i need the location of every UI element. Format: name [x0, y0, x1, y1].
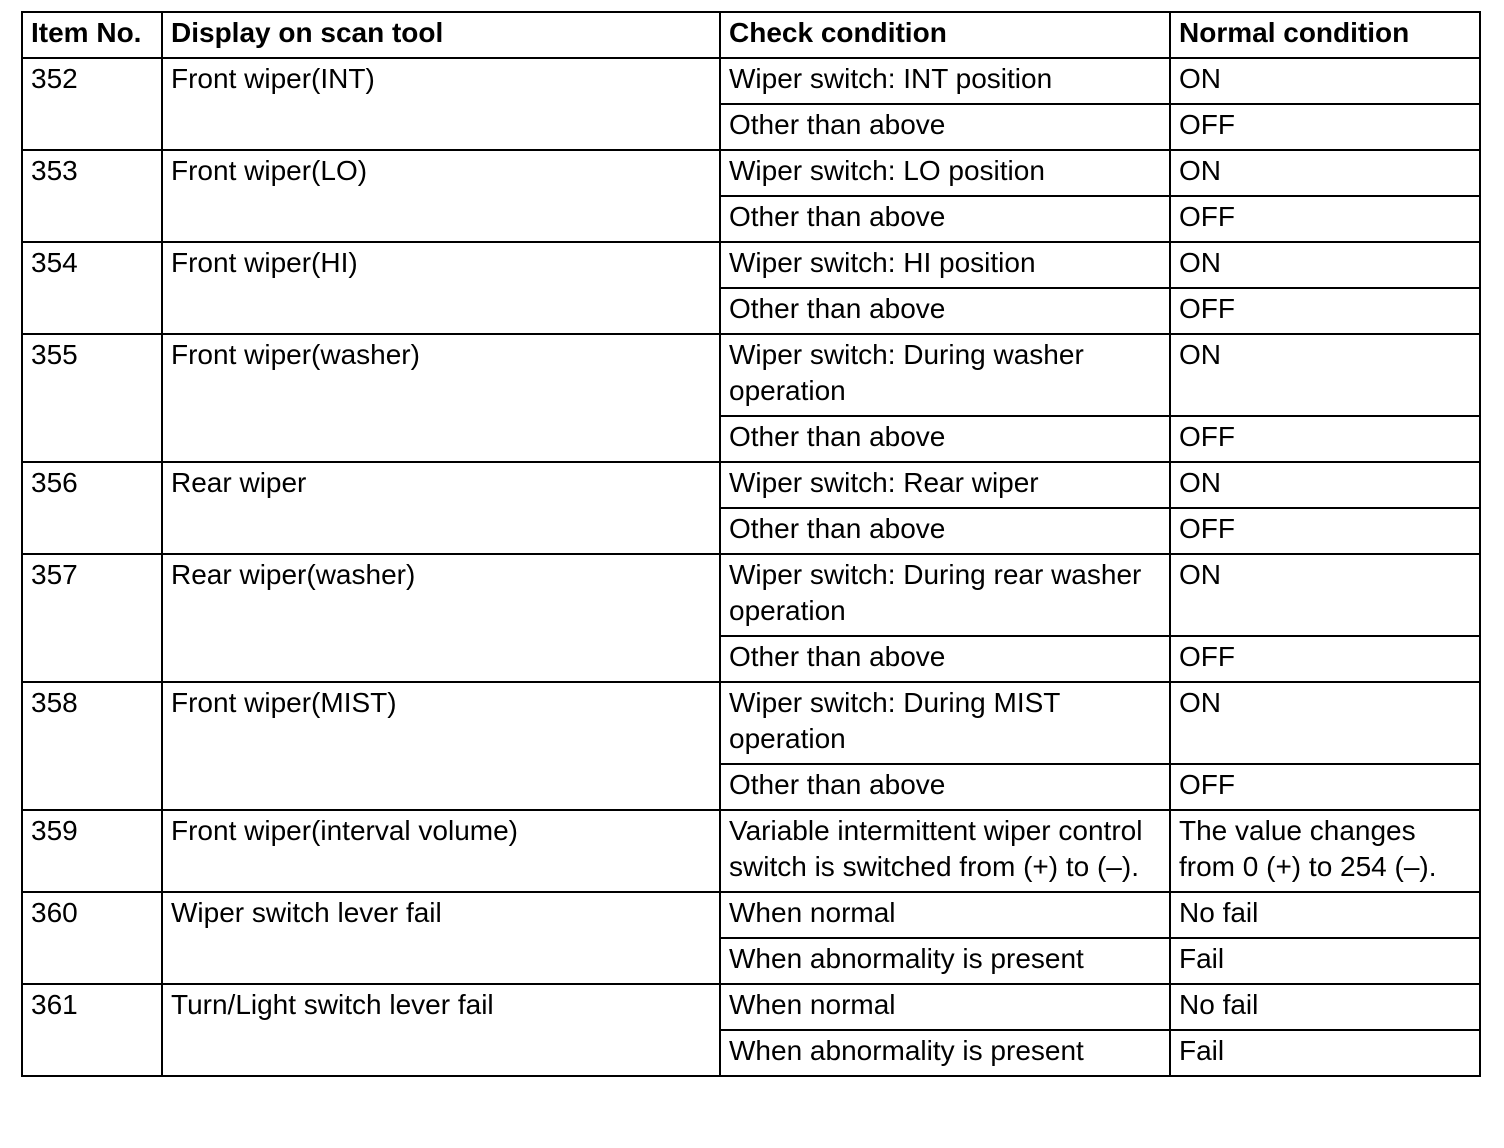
display-name: Front wiper(interval volume) — [162, 810, 720, 892]
check-condition: Wiper switch: Rear wiper — [720, 462, 1170, 508]
check-condition: Other than above — [720, 636, 1170, 682]
item-number: 359 — [22, 810, 162, 892]
item-number: 358 — [22, 682, 162, 810]
check-condition: Wiper switch: During MIST operation — [720, 682, 1170, 764]
item-number: 361 — [22, 984, 162, 1076]
check-condition: When normal — [720, 892, 1170, 938]
normal-condition: OFF — [1170, 764, 1480, 810]
check-condition: Other than above — [720, 764, 1170, 810]
display-name: Front wiper(LO) — [162, 150, 720, 242]
normal-condition: OFF — [1170, 104, 1480, 150]
normal-condition: OFF — [1170, 416, 1480, 462]
normal-condition: ON — [1170, 682, 1480, 764]
table-row — [22, 58, 1480, 104]
normal-condition: No fail — [1170, 984, 1480, 1030]
check-condition: Wiper switch: HI position — [720, 242, 1170, 288]
check-condition: Other than above — [720, 288, 1170, 334]
check-condition: Wiper switch: INT position — [720, 58, 1170, 104]
header-display: Display on scan tool — [162, 12, 720, 58]
normal-condition: OFF — [1170, 288, 1480, 334]
item-number: 355 — [22, 334, 162, 462]
item-number: 360 — [22, 892, 162, 984]
item-number: 354 — [22, 242, 162, 334]
table-row — [22, 462, 1480, 508]
item-number: 357 — [22, 554, 162, 682]
item-number: 352 — [22, 58, 162, 150]
normal-condition: ON — [1170, 150, 1480, 196]
header-check-condition: Check condition — [720, 12, 1170, 58]
table-row — [22, 334, 1480, 416]
normal-condition: ON — [1170, 554, 1480, 636]
table-row — [22, 242, 1480, 288]
item-number: 353 — [22, 150, 162, 242]
normal-condition: OFF — [1170, 636, 1480, 682]
check-condition: When abnormality is present — [720, 1030, 1170, 1076]
check-condition: Other than above — [720, 104, 1170, 150]
table-header-row — [22, 12, 1480, 58]
normal-condition: No fail — [1170, 892, 1480, 938]
display-name: Front wiper(INT) — [162, 58, 720, 150]
check-condition: When abnormality is present — [720, 938, 1170, 984]
normal-condition: ON — [1170, 334, 1480, 416]
check-condition: Other than above — [720, 196, 1170, 242]
normal-condition: ON — [1170, 462, 1480, 508]
display-name: Front wiper(HI) — [162, 242, 720, 334]
display-name: Rear wiper(washer) — [162, 554, 720, 682]
display-name: Front wiper(washer) — [162, 334, 720, 462]
check-condition: Wiper switch: During washer operation — [720, 334, 1170, 416]
display-name: Wiper switch lever fail — [162, 892, 720, 984]
display-name: Rear wiper — [162, 462, 720, 554]
normal-condition: Fail — [1170, 938, 1480, 984]
normal-condition: OFF — [1170, 508, 1480, 554]
display-name: Turn/Light switch lever fail — [162, 984, 720, 1076]
normal-condition: ON — [1170, 58, 1480, 104]
table-row — [22, 682, 1480, 764]
normal-condition: ON — [1170, 242, 1480, 288]
table-row — [22, 554, 1480, 636]
item-number: 356 — [22, 462, 162, 554]
normal-condition: Fail — [1170, 1030, 1480, 1076]
scan-tool-data-table — [21, 11, 1481, 1077]
normal-condition: OFF — [1170, 196, 1480, 242]
table-row — [22, 810, 1480, 892]
header-item-no: Item No. — [22, 12, 162, 58]
check-condition: Wiper switch: LO position — [720, 150, 1170, 196]
table-row — [22, 892, 1480, 938]
header-normal-condition: Normal condition — [1170, 12, 1480, 58]
table-row — [22, 150, 1480, 196]
check-condition: Other than above — [720, 508, 1170, 554]
check-condition: When normal — [720, 984, 1170, 1030]
check-condition: Variable intermittent wiper control switch is switched from (+) to (–). — [720, 810, 1170, 892]
check-condition: Wiper switch: During rear washer operation — [720, 554, 1170, 636]
normal-condition: The value changes from 0 (+) to 254 (–). — [1170, 810, 1480, 892]
table-row — [22, 984, 1480, 1030]
display-name: Front wiper(MIST) — [162, 682, 720, 810]
check-condition: Other than above — [720, 416, 1170, 462]
